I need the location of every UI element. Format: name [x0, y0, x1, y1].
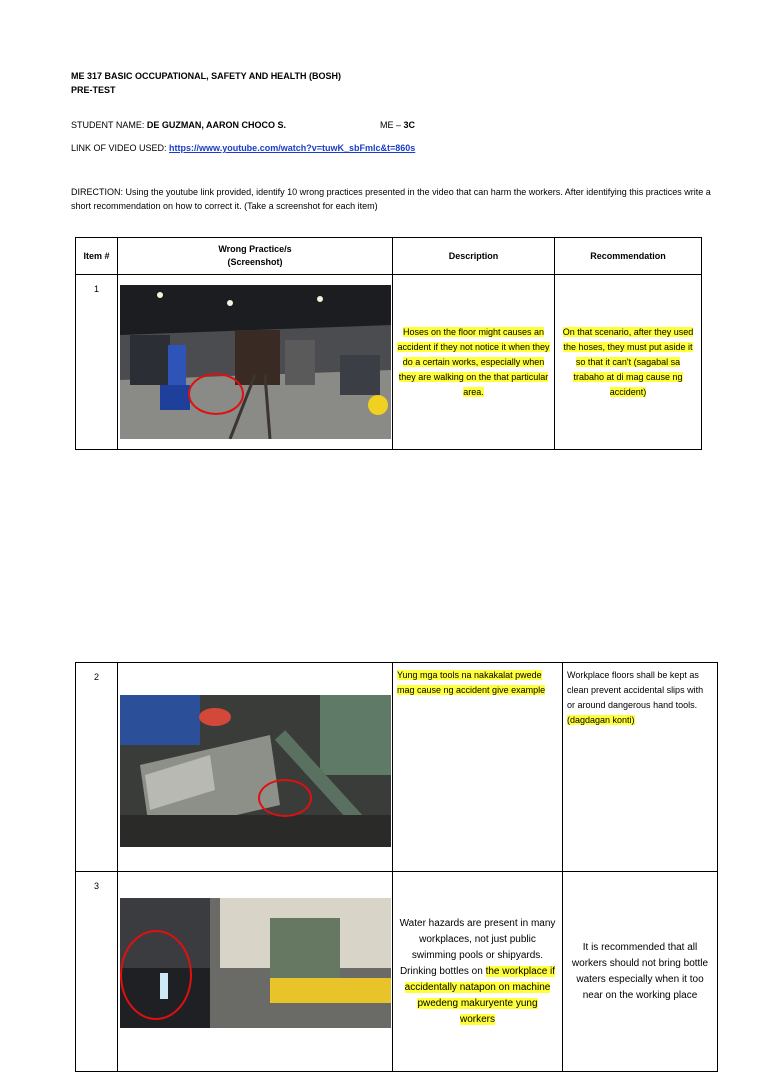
- student-label: STUDENT NAME:: [71, 120, 147, 130]
- table-row: [76, 663, 718, 872]
- video-line: [71, 143, 415, 154]
- student-line: [71, 120, 286, 131]
- table-row: [76, 872, 718, 1072]
- recommendation-highlight: (dagdagan konti): [567, 715, 635, 725]
- red-circle-marker: [120, 930, 192, 1020]
- description-highlight: the workplace if accidentally natapon on machine pwedeng makuryente yung workers: [404, 965, 556, 1025]
- recommendation-plain: Workplace floors shall be kept as clean prevent accidental slips with or around dangerous hand tools.: [567, 670, 704, 710]
- direction-text: DIRECTION: Using the youtube link provided, identify 10 wrong practices presented in the video that can harm the workers. After identifying this practices write a short recommendation on how to correct it. (Take a screenshot for each item): [71, 187, 711, 211]
- item-number: 1: [76, 275, 118, 450]
- recommendation-cell: [555, 275, 702, 450]
- screenshot-cell: [118, 663, 393, 872]
- description-text: Yung mga tools na nakakalat pwede mag cause ng accident give example: [397, 670, 546, 695]
- recommendation-text: [567, 668, 713, 728]
- table-row: [76, 275, 702, 450]
- screenshot-cell: [118, 872, 393, 1072]
- header-practice-line1: Wrong Practice/s: [218, 244, 292, 254]
- screenshot-cell: [118, 275, 393, 450]
- item-number: 2: [76, 663, 118, 872]
- section-value: 3C: [403, 120, 416, 130]
- header-item: Item #: [76, 238, 118, 275]
- item-number: 3: [76, 872, 118, 1072]
- description-plain: Water hazards are present in many workplaces, not just public swimming pools or shipyards. Drinking bottles on: [399, 917, 556, 977]
- description-text: Hoses on the floor might causes an accident if they not notice it when they do a certain works, especially when they are walking on the that particular area.: [397, 326, 550, 397]
- practice-table-page2: [75, 662, 718, 1072]
- practice-table-page1: [75, 237, 702, 450]
- recommendation-cell: [563, 663, 718, 872]
- workshop-photo-1: [120, 285, 391, 439]
- screenshot-image: [120, 285, 391, 439]
- description-cell: [393, 872, 563, 1072]
- video-link[interactable]: https://www.youtube.com/watch?v=tuwK_sbFmlc&t=860s: [169, 143, 416, 153]
- section-label: ME –: [380, 120, 404, 130]
- header-practice: [118, 238, 393, 275]
- student-name: DE GUZMAN, AARON CHOCO S.: [146, 120, 287, 130]
- description-cell: [393, 663, 563, 872]
- header-description: Description: [393, 238, 555, 275]
- header-recommendation: Recommendation: [555, 238, 702, 275]
- screenshot-image: [120, 695, 391, 847]
- description-text: [399, 916, 556, 1028]
- test-title: PRE-TEST: [71, 85, 116, 95]
- workshop-photo-2: [120, 695, 391, 847]
- section-line: [380, 120, 415, 131]
- recommendation-text: On that scenario, after they used the hoses, they must put aside it so that it can't (sagabal sa trabaho at di mag cause ng accident): [562, 326, 694, 397]
- screenshot-image: [120, 898, 391, 1028]
- recommendation-text: It is recommended that all workers should not bring bottle waters especially when it too near on the working place: [571, 941, 709, 1001]
- header-practice-line2: (Screenshot): [227, 257, 283, 267]
- description-cell: [393, 275, 555, 450]
- video-label: LINK OF VIDEO USED:: [71, 143, 170, 153]
- red-circle-marker: [258, 779, 312, 817]
- recommendation-cell: [563, 872, 718, 1072]
- red-circle-marker: [188, 373, 244, 415]
- course-title: ME 317 BASIC OCCUPATIONAL, SAFETY AND HEALTH (BOSH): [71, 71, 342, 81]
